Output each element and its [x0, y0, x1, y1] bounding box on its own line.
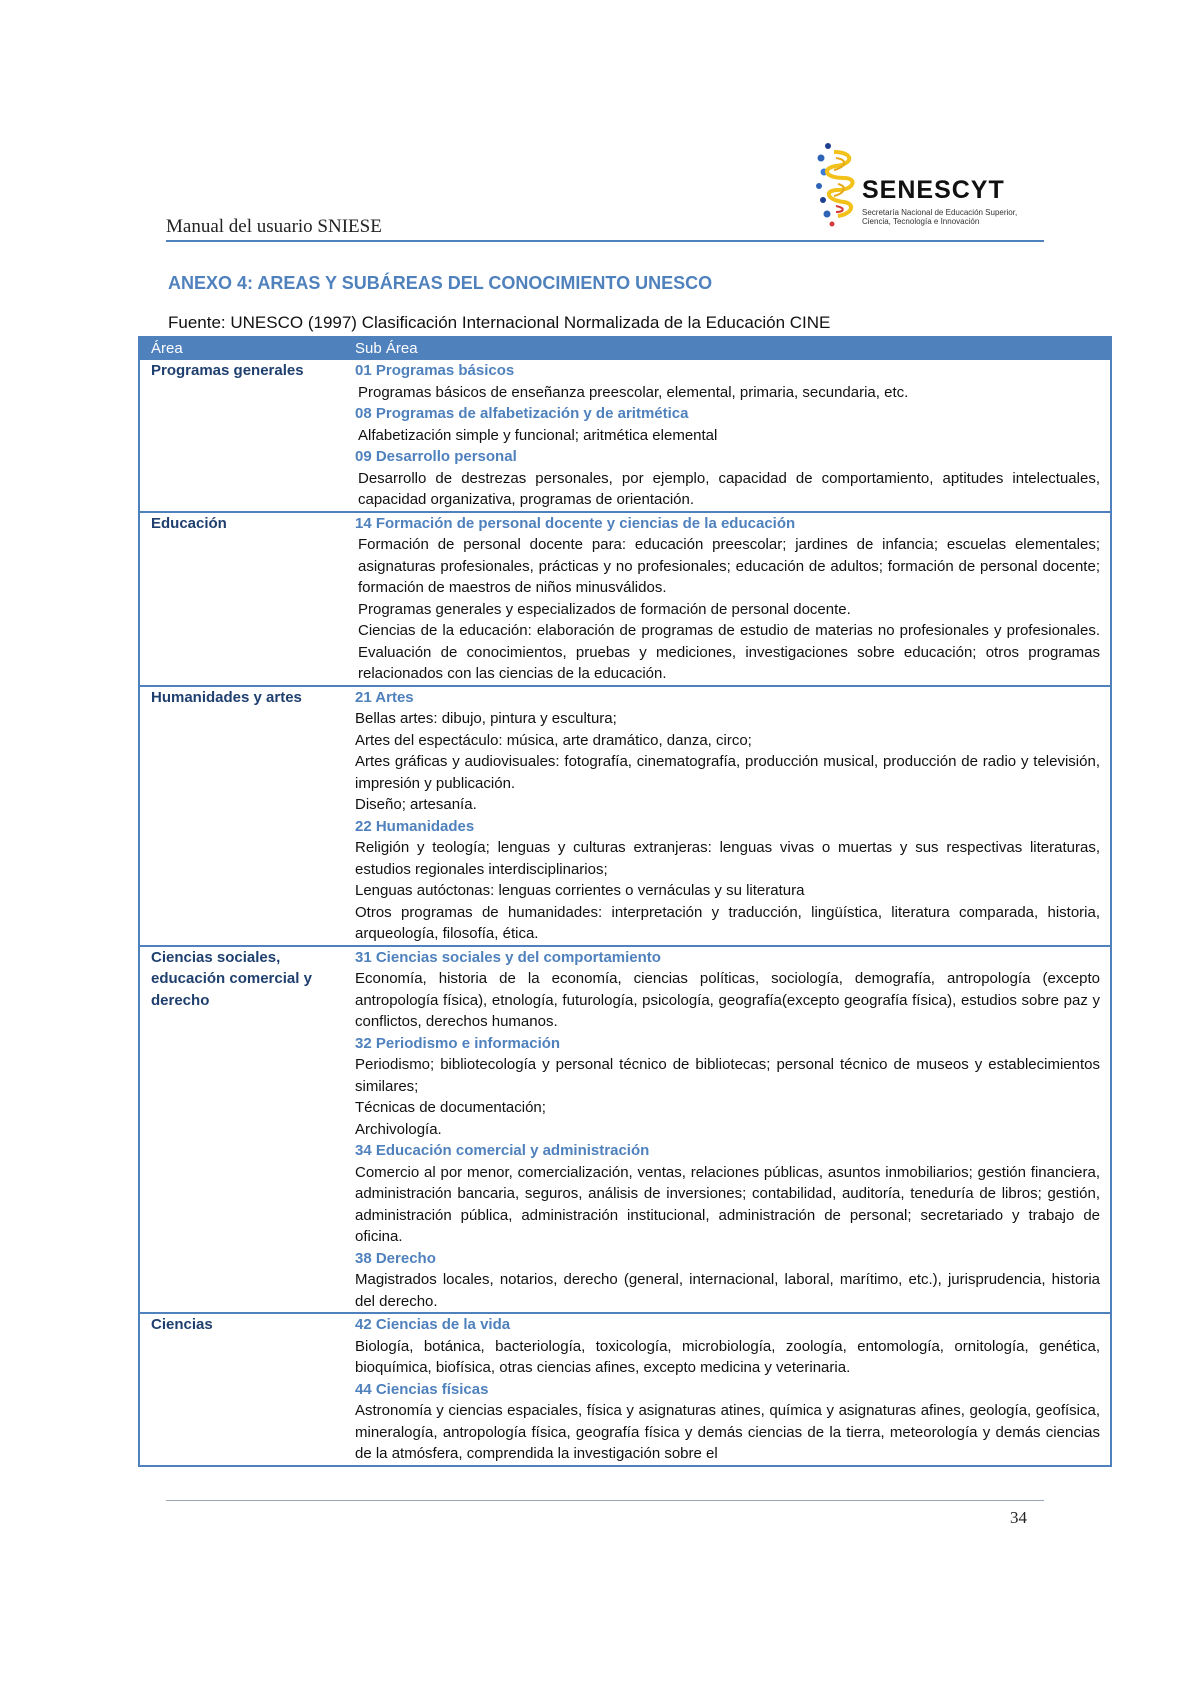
sub-area-cell [349, 687, 1110, 945]
sub-area-description: Lenguas autóctonas: lenguas corrientes o vernáculas y su literatura [355, 882, 805, 899]
manual-title: Manual del usuario SNIESE [166, 216, 382, 237]
area-cell: Educación [151, 514, 227, 532]
header-area: Área [151, 340, 183, 357]
sub-area-description: Biología, botánica, bacteriología, toxicología, microbiología, zoología, entomología, ornitología, genética, bioquímica, biofísica, otras ciencias afines, excepto medicina y veterinaria. [355, 1337, 1100, 1376]
sub-area-heading: 08 Programas de alfabetización y de aritmética [355, 405, 689, 422]
sub-area-description: Programas generales y especializados de formación de personal docente. [358, 600, 851, 618]
sub-area-description: Ciencias de la educación: elaboración de programas de estudio de materias no profesionales y profesionales. Evaluación de conocimientos, pruebas y mediciones, investigaciones sobre educación; otros programas relacionados con las ciencias de la educación. [358, 622, 1100, 682]
sub-area-description: Bellas artes: dibujo, pintura y escultura; [355, 710, 617, 727]
sub-area-heading: 42 Ciencias de la vida [355, 1316, 511, 1333]
sub-area-description: Periodismo; bibliotecología y personal técnico de bibliotecas; personal técnico de museos y establecimientos similares; [355, 1056, 1100, 1095]
header-divider [166, 240, 1044, 242]
sub-area-description: Desarrollo de destrezas personales, por ejemplo, capacidad de comportamiento, aptitudes intelectuales, capacidad organizativa, programas de orientación. [358, 469, 1100, 508]
table-row [140, 360, 1110, 511]
table-header [140, 338, 1110, 360]
sub-area-cell [349, 1314, 1110, 1465]
area-cell: Ciencias [151, 1316, 213, 1333]
sub-area-cell [349, 513, 1110, 685]
page-header [166, 138, 1046, 246]
sub-area-description: Técnicas de documentación; [355, 1099, 546, 1116]
sub-area-heading: 44 Ciencias físicas [355, 1380, 489, 1398]
sub-area-description: Artes del espectáculo: música, arte dramático, danza, circo; [355, 731, 752, 749]
logo-swirl-icon [814, 138, 862, 228]
logo-name: SENESCYT [862, 176, 1005, 204]
table-row [140, 685, 1110, 945]
area-cell: Humanidades y artes [151, 688, 302, 706]
sub-area-description: Comercio al por menor, comercialización, ventas, relaciones públicas, asuntos inmobiliarios; gestión financiera, administración bancaria, seguros, análisis de inversiones; contabilidad, auditoría, teneduría de libros; gestión, administración pública, administración institucional, administración de personal; secretariado y trabajo de oficina. [355, 1163, 1100, 1245]
sub-area-heading: 34 Educación comercial y administración [355, 1142, 650, 1159]
sub-area-description: Magistrados locales, notarios, derecho (general, internacional, laboral, marítimo, etc.), jurisprudencia, historia del derecho. [355, 1271, 1100, 1310]
sub-area-description: Archivología. [355, 1120, 442, 1138]
sub-area-description: Diseño; artesanía. [355, 796, 477, 813]
area-cell: Ciencias sociales, educación comercial y derecho [151, 948, 312, 1009]
page-number: 34 [1010, 1508, 1027, 1527]
sub-area-heading: 31 Ciencias sociales y del comportamiento [355, 948, 661, 966]
sub-area-heading: 38 Derecho [355, 1249, 436, 1267]
table-body [140, 360, 1110, 1465]
sub-area-heading: 21 Artes [355, 688, 414, 706]
area-cell: Programas generales [151, 362, 304, 379]
header-sub-area: Sub Área [355, 340, 418, 357]
sub-area-description: Economía, historia de la economía, ciencias políticas, sociología, demografía, antropología (excepto antropología física), etnología, futurología, psicología, geografía(excepto geografía física), estudios sobre paz y conflictos, derechos humanos. [355, 970, 1100, 1030]
senescyt-logo [814, 138, 1042, 234]
table-row [140, 511, 1110, 685]
annex-title: ANEXO 4: AREAS Y SUBÁREAS DEL CONOCIMIENTO UNESCO [168, 273, 713, 293]
footer-divider [166, 1500, 1044, 1501]
sub-area-cell [349, 360, 1110, 511]
sub-area-heading: 32 Periodismo e información [355, 1034, 561, 1052]
sub-area-description: Religión y teología; lenguas y culturas extranjeras: lenguas vivas o muertas y sus respectivas literaturas, estudios regionales interdisciplinarios; [355, 839, 1100, 878]
logo-subtitle: Secretaría Nacional de Educación Superior, Ciencia, Tecnología e Innovación [862, 208, 1018, 226]
sub-area-heading: 01 Programas básicos [355, 362, 515, 379]
sub-area-heading: 09 Desarrollo personal [355, 448, 517, 465]
table-row [140, 945, 1110, 1313]
sub-area-description: Formación de personal docente para: educación preescolar; jardines de infancia; escuelas elementales; asignaturas profesionales, prácticas y no profesionales; educación de adultos; formación de personal docente; formación de maestros de niños minusválidos. [358, 536, 1100, 596]
sub-area-heading: 14 Formación de personal docente y ciencias de la educación [355, 514, 796, 532]
sub-area-cell [349, 947, 1110, 1313]
table-row [140, 1312, 1110, 1465]
sub-area-description: Programas básicos de enseñanza preescolar, elemental, primaria, secundaria, etc. [358, 383, 909, 401]
sub-area-description: Otros programas de humanidades: interpretación y traducción, lingüística, literatura comparada, historia, arqueología, filosofía, ética. [355, 903, 1100, 942]
sub-area-heading: 22 Humanidades [355, 817, 475, 835]
sub-area-description: Astronomía y ciencias espaciales, física y asignaturas atines, química y asignaturas afines, geología, geofísica, mineralogía, antropología física, geografía física y demás ciencias de la tierra, meteorología y demás ciencias de la atmósfera, comprendida la investigación sobre el [355, 1402, 1100, 1462]
source-line: Fuente: UNESCO (1997) Clasificación Internacional Normalizada de la Educación CINE [168, 313, 831, 332]
sub-area-description: Artes gráficas y audiovisuales: fotografía, cinematografía, producción musical, producción de radio y televisión, impresión y publicación. [355, 753, 1100, 792]
sub-area-description: Alfabetización simple y funcional; aritmética elemental [358, 426, 718, 444]
knowledge-areas-table [138, 336, 1112, 1467]
